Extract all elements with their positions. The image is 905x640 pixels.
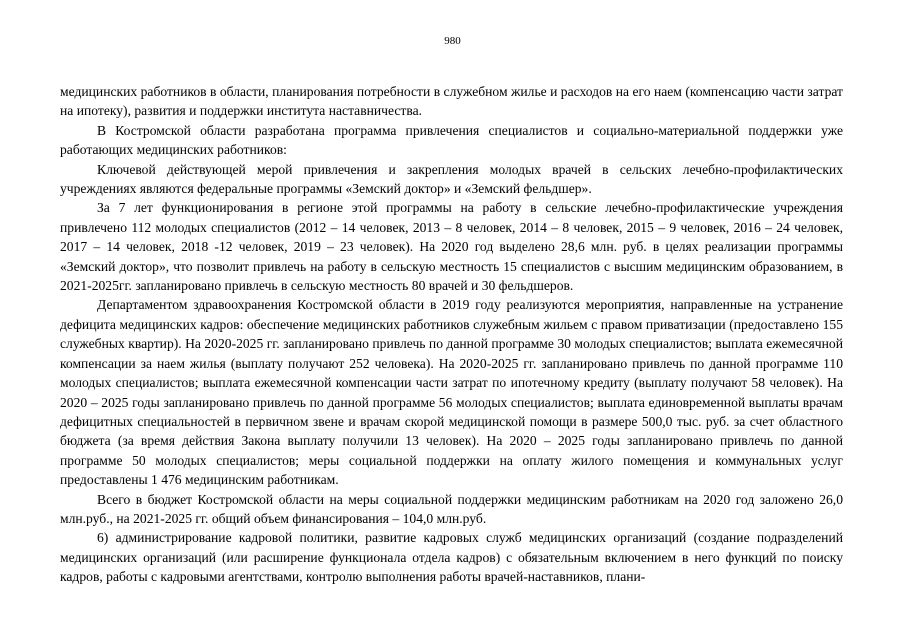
paragraph-5: Департаментом здравоохранения Костромской области в 2019 году реализуются мероприятия, направленные на устранение дефицита медицинских кадров: обеспечение медицинских работников служебным жильем с правом приватизации (предоставлено 155 служебных квартир). На 2020-2025 гг. запланировано привлечь по данной программе 30 молодых специалистов; выплата ежемесячной компенсации за наем жилья (выплату получают 252 человека). На 2020-2025 гг. запланировано привлечь по данной программе 110 молодых специалистов; выплата ежемесячной компенсации части затрат по ипотечному кредиту (выплату получают 58 человек). На 2020 – 2025 годы запланировано привлечь по данной программе 56 молодых специалистов; выплата единовременной выплаты врачам дефицитных специальностей в первичном звене и врачам скорой медицинской помощи в размере 500,0 тыс. руб. за счет областного бюджета (за время действия Закона выплату получили 13 человек). На 2020 – 2025 годы запланировано привлечь по данной программе 50 молодых специалистов; меры социальной поддержки на оплату жилого помещения и коммунальных услуг предоставлены 1 476 медицинским работникам. xyxy=(60,297,843,488)
paragraph-3: Ключевой действующей мерой привлечения и закрепления молодых врачей в сельских лечебно-профилактических учреждениях являются федеральные программы «Земский доктор» и «Земский фельдшер». xyxy=(60,161,843,197)
paragraph-4: За 7 лет функционирования в регионе этой программы на работу в сельские лечебно-профилактические учреждения привлечено 112 молодых специалистов (2012 – 14 человек, 2013 – 8 человек, 2014 – 8 человек, 2015 – 9 человек, 2016 – 24 человек, 2017 – 14 человек, 2018 -12 человек, 2019 – 23 человек). На 2020 год выделено 28,6 млн. руб. в целях реализации программы «Земский доктор», что позволит привлечь на работу в сельскую местность 15 специалистов с высшим медицинским образованием, в 2021-2025гг. запланировано привлечь в сельскую местность 80 врачей и 30 фельдшеров. xyxy=(60,200,843,294)
paragraph-7: 6) администрирование кадровой политики, развитие кадровых служб медицинских организаций (создание подразделений медицинских организаций (или расширение функционала отдела кадров) с обязательным включением в него функций по поиску кадров, работы с кадровыми агентствами, контролю выполнения работы врачей-наставников, плани- xyxy=(60,530,843,585)
page-number: 980 xyxy=(444,35,461,47)
paragraph-2: В Костромской области разработана программа привлечения специалистов и социально-материальной поддержки уже работающих медицинских работников: xyxy=(60,122,843,158)
paragraph-1: медицинских работников в области, планирования потребности в служебном жилье и расходов на его наем (компенсацию части затрат на ипотеку), развития и поддержки института наставничества. xyxy=(60,84,843,119)
document-body xyxy=(60,82,843,587)
paragraph-6: Всего в бюджет Костромской области на меры социальной поддержки медицинским работникам на 2020 год заложено 26,0 млн.руб., на 2021-2025 гг. общий объем финансирования – 104,0 млн.руб. xyxy=(60,491,843,526)
